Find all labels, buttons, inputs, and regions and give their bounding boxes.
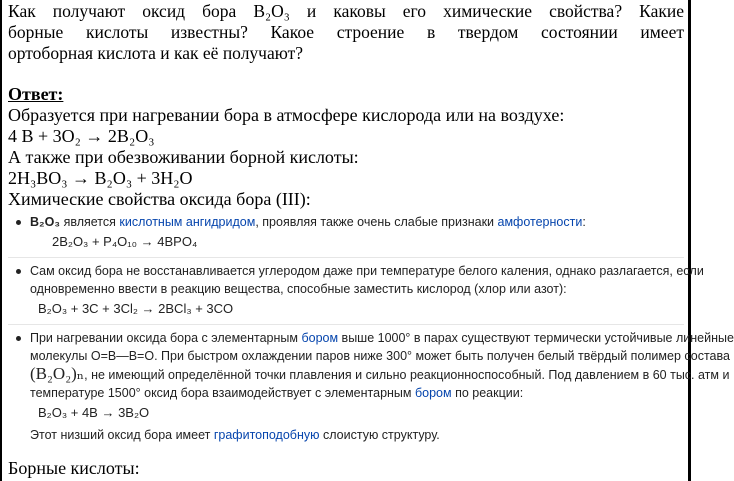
question-line-1: Как получают оксид бора B₂O₃ и каковы его химические свойства? Какие	[8, 1, 684, 21]
text: по реакции:	[451, 386, 524, 400]
link-boron[interactable]: бором	[301, 331, 339, 345]
bullet-icon	[16, 220, 21, 225]
divider	[8, 257, 684, 258]
list-item	[8, 213, 684, 231]
text: , не имеющий определённой точки плавления и сильно реакционноспособный. Под давлением в 60 тыс. атм и	[84, 368, 730, 382]
text: температуре 1500° оксид бора взаимодействует с элементарным	[30, 386, 415, 400]
right-border	[688, 0, 691, 481]
equation-1: 4 B + 3O₂ → 2B₂O₃	[8, 126, 155, 146]
link-graphite-like[interactable]: графитоподобную	[213, 428, 320, 442]
text: Этот низший оксид бора имеет	[30, 428, 214, 442]
text: выше 1000° в парах существуют термически устойчивые линейные	[338, 331, 734, 345]
text: , проявляя также очень слабые признаки	[255, 215, 498, 229]
note-line	[8, 426, 690, 444]
question-line-2: борные кислоты известны? Какое строение в твердом состоянии имеет	[8, 22, 684, 42]
properties-title: Химические свойства оксида бора (III):	[8, 189, 311, 209]
formula-b2o2n: (B₂O₂)ₙ	[30, 364, 85, 383]
answer-also: А также при обезвоживании борной кислоты:	[8, 147, 359, 167]
wiki-excerpt	[8, 213, 734, 444]
reaction-equation-3: B₂O₃ + 4B → 3B₂O	[38, 405, 150, 420]
reaction-equation-1: 2B₂O₃ + P₄O₁₀ → 4BPO₄	[52, 234, 198, 249]
paragraph-line: молекулы O=B—B=O. При быстром охлаждении паров ниже 300° может быть получен белый твёрдый полимер состава	[30, 349, 730, 363]
paragraph-line	[30, 329, 734, 347]
bullet-icon	[16, 336, 21, 341]
footer-title: Борные кислоты:	[8, 458, 140, 478]
list-item	[8, 262, 704, 298]
paragraph-line: одновременно ввести в реакцию вещества, способные заместить кислород (хлор или азот):	[30, 282, 567, 296]
left-border	[0, 0, 2, 481]
text: При нагревании оксида бора с элементарным	[30, 331, 302, 345]
question-line-3: ортоборная кислота и как её получают?	[8, 43, 304, 63]
text: слоистую структуру.	[319, 428, 440, 442]
paragraph-line	[30, 384, 690, 402]
paragraph-line	[30, 364, 730, 384]
answer-intro: Образуется при нагревании бора в атмосфере кислорода или на воздухе:	[8, 105, 565, 125]
formula-b2o3: B₂O₃	[30, 215, 61, 229]
link-boron-2[interactable]: бором	[414, 386, 452, 400]
document-body	[8, 0, 734, 479]
link-amphoterism[interactable]: амфотерности	[497, 215, 583, 229]
reaction-equation-2: B₂O₃ + 3C + 3Cl₂ → 2BCl₃ + 3CO	[38, 301, 234, 316]
bullet-icon	[16, 269, 21, 274]
divider	[8, 324, 684, 325]
text: :	[582, 215, 586, 229]
paragraph-line: Сам оксид бора не восстанавливается углеродом даже при температуре белого каления, однако разлагается, если	[30, 264, 704, 278]
equation-2: 2H₃BO₃ → B₂O₃ + 3H₂O	[8, 168, 193, 188]
answer-label: Ответ:	[8, 84, 64, 104]
list-item	[8, 329, 734, 402]
text: является	[60, 215, 120, 229]
question	[8, 0, 684, 64]
link-acid-anhydride[interactable]: кислотным ангидридом	[119, 215, 256, 229]
